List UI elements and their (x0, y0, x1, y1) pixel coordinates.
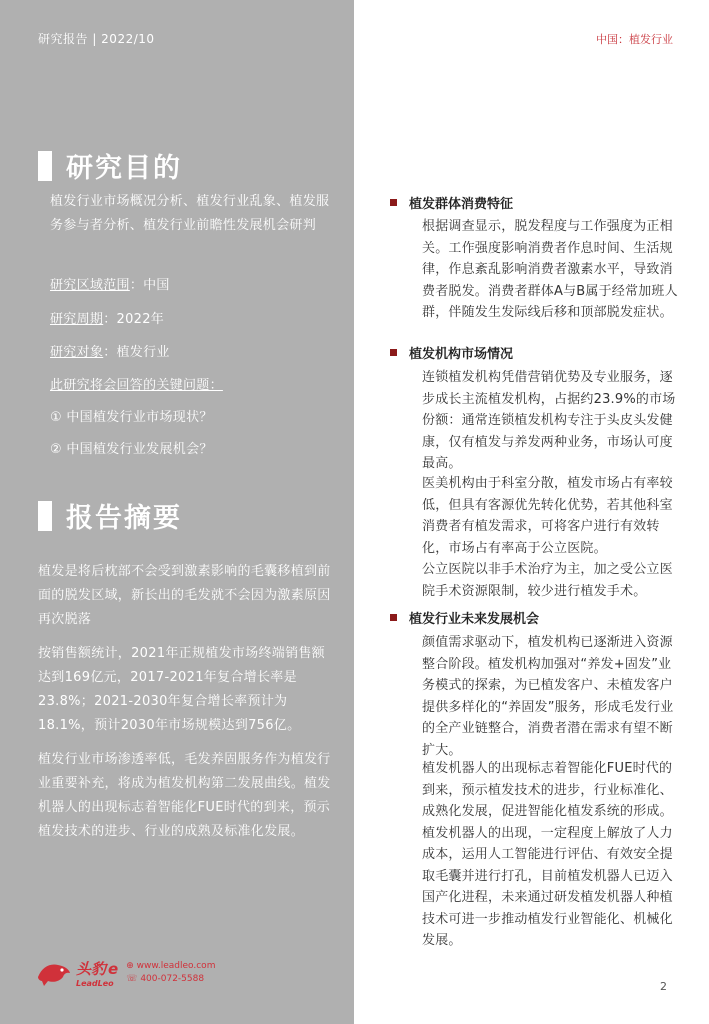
leadleo-logo (36, 958, 215, 988)
leopard-icon (36, 959, 72, 987)
web-icon: ⊕ (126, 961, 137, 971)
summary-paragraph: 植发是将后枕部不会受到激素影响的毛囊移植到前面的脱发区域，新长出的毛发就不会因为激素原因再次脱落 (38, 564, 331, 627)
purpose-heading (38, 146, 182, 185)
period-value: ：2022年 (103, 312, 165, 327)
region-value: ：中国 (129, 278, 170, 293)
section-title: 植发群体消费特征 (409, 197, 514, 212)
report-header: 研究报告 | 2022/10 (38, 32, 155, 46)
institutions-paragraph: 公立医院以非手术治疗为主，加之受公立医院手术资源限制，较少进行植发手术。 (422, 562, 673, 599)
heading-bar (38, 501, 52, 531)
future-paragraph: 颜值需求驱动下，植发机构已逐渐进入资源整合阶段。植发机构加强对“养发+固发”业务模式的探索，为已植发客户、未植发客户提供多样化的“养固发”服务，形成毛发行业的全产业链整合，消费者潜在需求有望不断扩大。 (422, 635, 674, 758)
question-item: ② 中国植发行业发展机会？ (50, 442, 213, 457)
website[interactable]: www.leadleo.com (136, 961, 216, 971)
purpose-intro: 植发行业市场概况分析、植发行业乱象、植发服务参与者分析、植发行业前瞻性发展机会研判 (50, 194, 330, 233)
section-consumer (390, 193, 513, 212)
question-item: ① 中国植发行业市场现状？ (50, 410, 213, 425)
section-future (390, 608, 539, 627)
region-line (50, 274, 342, 298)
brand-name: 头豹 (76, 960, 107, 978)
consumer-paragraph: 根据调查显示，脱发程度与工作强度为正相关。工作强度影响消费者作息时间、生活规律，作息紊乱影响消费者激素水平，导致消费者脱发。消费者群体A与B属于经常加班人群，伴随发生发际线后移和顶部脱发症状。 (422, 219, 678, 320)
object-value: ：植发行业 (103, 345, 170, 360)
section-title: 植发机构市场情况 (409, 347, 514, 362)
summary-paragraph: 植发行业市场渗透率低，毛发养固服务作为植发行业重要补充，将成为植发机构第二发展曲线。植发机器人的出现标志着智能化FUE时代的到来，预示植发技术的进步、行业的成熟及标准化发展。 (38, 752, 331, 839)
section-title: 植发行业未来发展机会 (409, 612, 540, 627)
page-number: 2 (660, 980, 667, 993)
object-line (50, 341, 342, 365)
phone-number: 400-072-5588 (140, 974, 205, 984)
future-paragraph: 植发机器人的出现标志着智能化FUE时代的到来，预示植发技术的进步，行业标准化、成熟化发展，促进智能化植发系统的形成。植发机器人的出现，一定程度上解放了人力成本，运用人工智能进行评估、有效安全提取毛囊并进行打孔，目前植发机器人已迈入国产化进程，未来通过研发植发机器人种植技术可进一步推动植发行业智能化、机械化发展。 (422, 761, 673, 948)
heading-bar (38, 151, 52, 181)
region-label: 研究区域范围 (50, 278, 130, 293)
object-label: 研究对象 (50, 345, 104, 360)
purpose-title: 研究目的 (66, 153, 182, 184)
institutions-paragraph: 连锁植发机构凭借营销优势及专业服务，逐步成长主流植发机构，占据约23.9%的市场份额：通常连锁植发机构专注于头皮头发健康，仅有植发与养发两种业务，市场认可度最高。 (422, 370, 676, 471)
phone-icon: ☏ (126, 974, 141, 984)
questions-label: 此研究将会回答的关键问题： (50, 378, 223, 393)
summary-heading (38, 496, 182, 535)
brand-name-en: LeadLeo (76, 979, 114, 988)
section-institutions (390, 343, 513, 362)
industry-header: 中国：植发行业 (596, 33, 673, 46)
summary-title: 报告摘要 (66, 503, 182, 534)
bullet-square-icon (390, 199, 397, 206)
summary-paragraph: 按销售额统计，2021年正规植发市场终端销售额达到169亿元，2017-2021年复合增长率是23.8%；2021-2030年复合增长率预计为18.1%，预计2030年市场规模达到756亿。 (38, 646, 325, 733)
bullet-square-icon (390, 614, 397, 621)
e-mark: e (108, 960, 119, 978)
period-line (50, 308, 342, 332)
institutions-paragraph: 医美机构由于科室分散，植发市场占有率较低，但具有客源优先转化优势，若其他科室消费者有植发需求，可将客户进行有效转化，市场占有率高于公立医院。 (422, 476, 673, 556)
period-label: 研究周期 (50, 312, 104, 327)
bullet-square-icon (390, 349, 397, 356)
